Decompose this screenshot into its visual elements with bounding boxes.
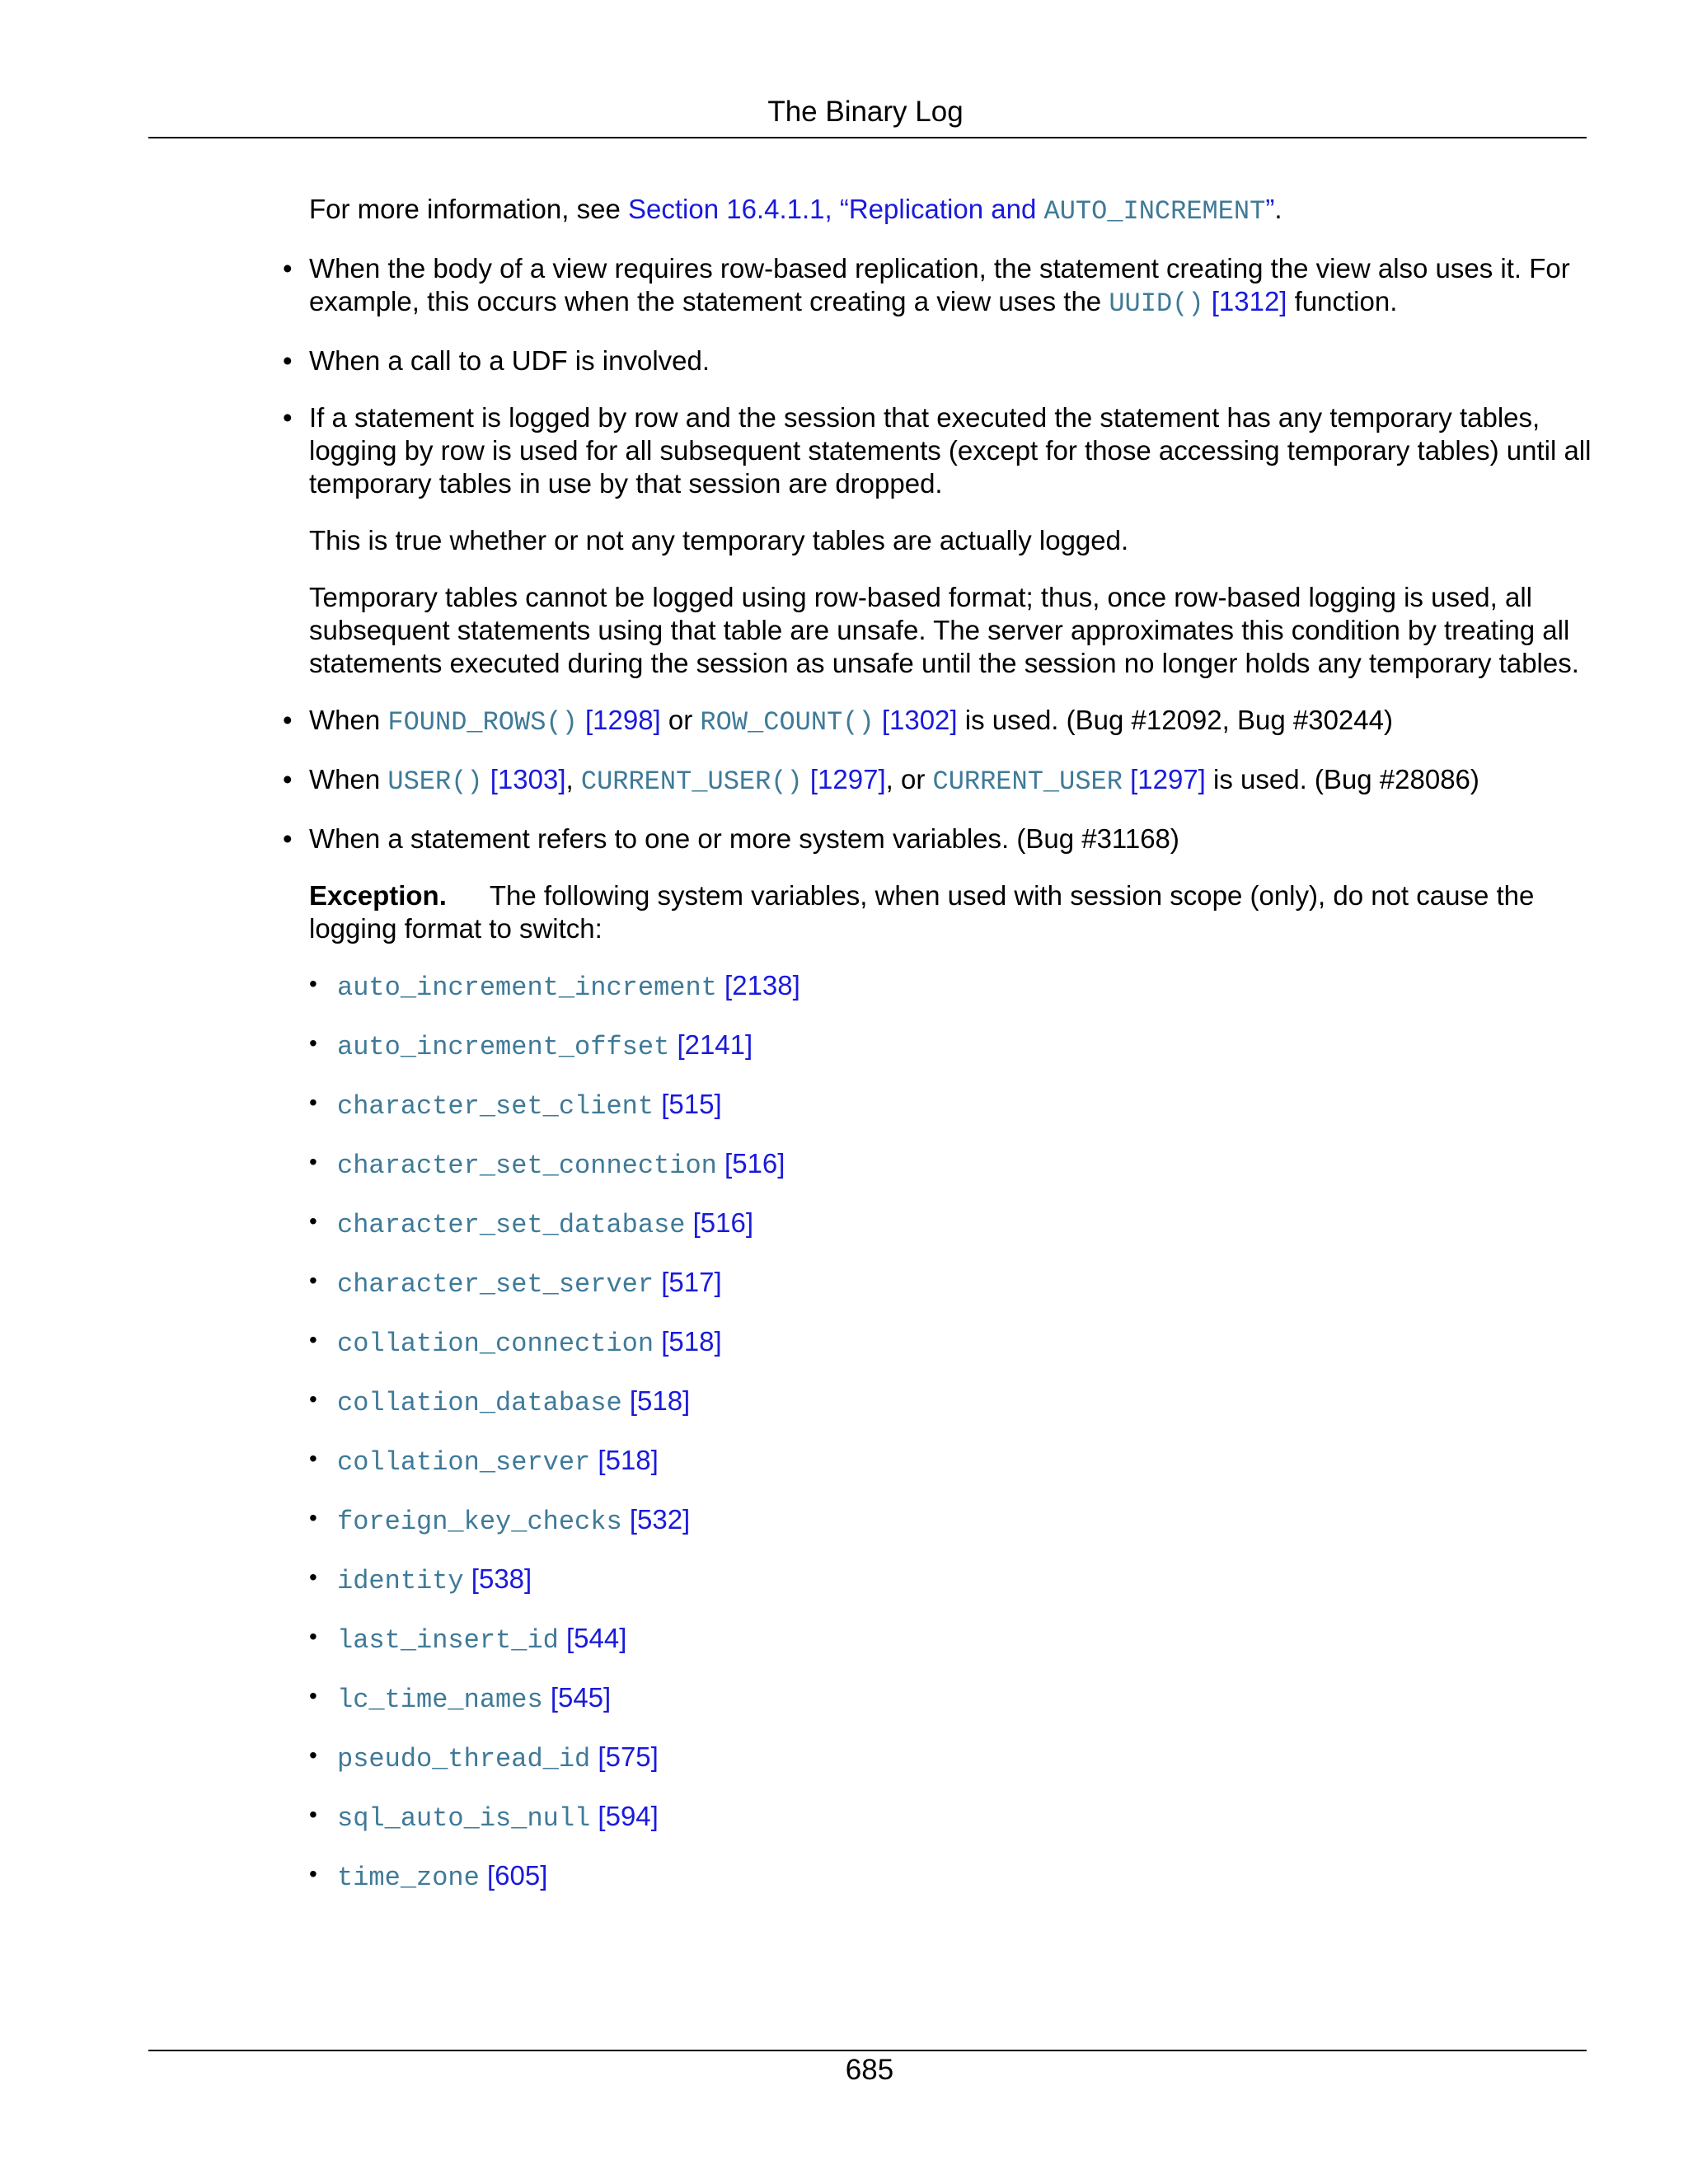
system-variable-link[interactable]: time_zone xyxy=(337,1863,480,1893)
current-user-ref-link[interactable]: [1297] xyxy=(1122,764,1206,794)
list-item-temporary-tables xyxy=(309,401,1595,680)
system-variable-item xyxy=(337,1741,1595,1776)
system-variable-link[interactable]: auto_increment_increment xyxy=(337,972,717,1003)
temp-paragraph-1: • If a statement is logged by row and the session that executed the statement has any temporary tables, logging by row is used for all subsequent statements (except for those accessing temporary tables) until all temporary tables in use by that session are dropped. xyxy=(309,402,1592,499)
system-variable-item xyxy=(337,1029,1595,1064)
system-variable-ref-link[interactable]: [518] xyxy=(629,1385,691,1416)
row-count-code-link[interactable]: ROW_COUNT() xyxy=(700,707,874,738)
system-variable-link[interactable]: foreign_key_checks xyxy=(337,1507,622,1537)
system-variable-ref-link[interactable]: [594] xyxy=(598,1801,659,1831)
found-rows-ref-link[interactable]: [1298] xyxy=(577,705,661,735)
system-variable-link[interactable]: identity xyxy=(337,1566,464,1596)
system-variable-ref-link[interactable]: [2138] xyxy=(724,970,800,1001)
exception-label: Exception. xyxy=(309,880,447,911)
system-variable-link[interactable]: pseudo_thread_id xyxy=(337,1744,591,1774)
exception-paragraph xyxy=(309,879,1595,945)
system-variable-link[interactable]: sql_auto_is_null xyxy=(337,1803,591,1834)
system-variable-ref-link[interactable]: [516] xyxy=(724,1148,785,1179)
system-variable-link[interactable]: collation_server xyxy=(337,1447,591,1478)
system-variable-item xyxy=(337,1266,1595,1301)
system-variable-item xyxy=(337,1503,1595,1539)
system-variable-item xyxy=(337,1563,1595,1598)
system-variable-ref-link[interactable]: [544] xyxy=(566,1623,627,1653)
user-ref-link[interactable]: [1303] xyxy=(482,764,566,794)
system-variable-ref-link[interactable]: [575] xyxy=(598,1741,659,1772)
list-item-view: • When the body of a view requires row-based replication, the statement creating the view also uses it. For example, this occurs when the statement creating a view uses the UUID() [1312] function. xyxy=(309,252,1595,321)
uuid-code-link[interactable]: UUID() xyxy=(1109,288,1204,319)
system-variable-ref-link[interactable]: [518] xyxy=(661,1326,722,1357)
system-variable-link[interactable]: lc_time_names xyxy=(337,1685,543,1715)
system-variable-item xyxy=(337,1325,1595,1361)
system-variable-item xyxy=(337,1859,1595,1895)
list-item-system-variables xyxy=(309,823,1595,1895)
system-variable-ref-link[interactable]: [538] xyxy=(471,1563,532,1594)
system-variable-link[interactable]: character_set_database xyxy=(337,1210,686,1240)
system-variable-link[interactable]: character_set_server xyxy=(337,1269,654,1300)
section-link[interactable]: Section 16.4.1.1, “Replication and AUTO_INCREMENT” xyxy=(627,194,1275,227)
current-user-code-link[interactable]: CURRENT_USER xyxy=(932,766,1123,797)
row-count-ref-link[interactable]: [1302] xyxy=(874,705,958,735)
system-variable-ref-link[interactable]: [518] xyxy=(598,1445,659,1475)
system-variable-item xyxy=(337,1207,1595,1242)
list-item-found-rows: • When FOUND_ROWS() [1298] or ROW_COUNT() [1302] is used. (Bug #12092, Bug #30244) xyxy=(309,704,1595,739)
list-item-user: • When USER() [1303], CURRENT_USER() [1297], or CURRENT_USER [1297] is used. (Bug #28086) xyxy=(309,763,1595,799)
system-variable-item xyxy=(337,1622,1595,1657)
system-variable-link[interactable]: collation_connection xyxy=(337,1329,654,1359)
system-variable-ref-link[interactable]: [605] xyxy=(487,1860,548,1891)
system-variable-item xyxy=(337,1681,1595,1717)
system-variable-ref-link[interactable]: [517] xyxy=(661,1267,722,1297)
system-variable-item xyxy=(337,1800,1595,1835)
footer-rule xyxy=(148,2050,1587,2051)
conditions-list xyxy=(309,252,1595,1895)
system-variable-item xyxy=(337,969,1595,1005)
system-variable-item xyxy=(337,1385,1595,1420)
system-variables-list xyxy=(309,969,1595,1895)
section-link-code: AUTO_INCREMENT xyxy=(1043,196,1266,227)
intro-paragraph: For more information, see Section 16.4.1.1, “Replication and AUTO_INCREMENT”. xyxy=(309,194,1282,227)
exception-text: The following system variables, when used with session scope (only), do not cause the logging format to switch: xyxy=(309,880,1535,944)
current-user-fn-code-link[interactable]: CURRENT_USER() xyxy=(580,766,803,797)
uuid-ref-link[interactable]: [1312] xyxy=(1203,286,1287,316)
intro-text: For more information, see xyxy=(309,194,628,224)
system-variable-ref-link[interactable]: [515] xyxy=(661,1089,722,1119)
temp-paragraph-3: Temporary tables cannot be logged using row-based format; thus, once row-based logging is used, all subsequent statements using that table are unsafe. The server approximates this condition by treating all statements executed during the session as unsafe until the session no longer holds any temporary tables. xyxy=(309,582,1579,678)
current-user-fn-ref-link[interactable]: [1297] xyxy=(802,764,886,794)
user-code-link[interactable]: USER() xyxy=(387,766,483,797)
system-variable-link[interactable]: collation_database xyxy=(337,1388,622,1418)
main-content xyxy=(309,193,1595,1919)
system-variable-ref-link[interactable]: [516] xyxy=(692,1207,754,1238)
system-variable-item xyxy=(337,1147,1595,1183)
temp-paragraph-2: This is true whether or not any temporary tables are actually logged. xyxy=(309,525,1129,555)
system-variable-link[interactable]: auto_increment_offset xyxy=(337,1032,670,1062)
system-variable-link[interactable]: character_set_client xyxy=(337,1091,654,1122)
system-variable-link[interactable]: character_set_connection xyxy=(337,1151,717,1181)
header-rule xyxy=(148,137,1587,138)
sysvars-paragraph: • When a statement refers to one or more system variables. (Bug #31168) xyxy=(309,823,1179,854)
found-rows-code-link[interactable]: FOUND_ROWS() xyxy=(387,707,578,738)
system-variable-ref-link[interactable]: [532] xyxy=(629,1504,691,1535)
system-variable-item xyxy=(337,1088,1595,1123)
system-variable-ref-link[interactable]: [545] xyxy=(550,1682,612,1713)
list-item-udf: • When a call to a UDF is involved. xyxy=(309,344,1595,377)
page-header-title: The Binary Log xyxy=(767,96,964,128)
system-variable-item xyxy=(337,1444,1595,1479)
system-variable-ref-link[interactable]: [2141] xyxy=(677,1029,753,1060)
page-number: 685 xyxy=(845,2054,894,2086)
system-variable-link[interactable]: last_insert_id xyxy=(337,1625,559,1656)
